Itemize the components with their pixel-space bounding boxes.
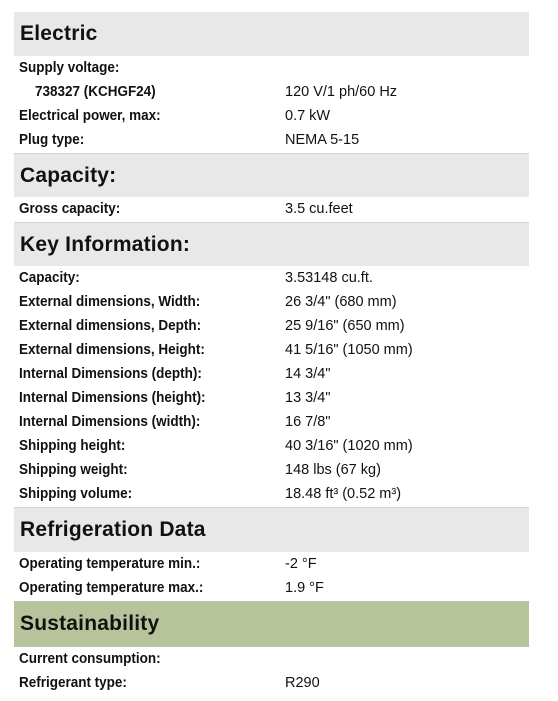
spec-label: Supply voltage: [19, 60, 120, 76]
spec-row [19, 671, 539, 695]
spec-row [19, 386, 539, 410]
spec-row [19, 647, 539, 671]
spec-row [19, 80, 539, 104]
spec-label: External dimensions, Height: [19, 342, 205, 358]
section-title-sustainability: Sustainability [20, 612, 160, 635]
spec-value: 18.48 ft³ (0.52 m³) [285, 486, 402, 502]
section-header-sustainability [14, 601, 529, 647]
spec-row [19, 314, 539, 338]
spec-row [19, 576, 539, 600]
spec-row [19, 266, 539, 290]
spec-row [19, 290, 539, 314]
spec-row [19, 458, 539, 482]
spec-row [19, 338, 539, 362]
section-title-refrigeration: Refrigeration Data [20, 518, 206, 541]
spec-value: 1.9 °F [285, 580, 324, 596]
spec-value: 14 3/4" [285, 366, 331, 382]
spec-value: 120 V/1 ph/60 Hz [285, 84, 398, 100]
spec-label: Shipping weight: [19, 462, 128, 478]
section-title-electric: Electric [20, 22, 98, 45]
spec-label: Capacity: [19, 270, 80, 286]
spec-value: 41 5/16" (1050 mm) [285, 342, 413, 358]
spec-label: Internal Dimensions (height): [19, 390, 206, 406]
spec-row [19, 197, 539, 221]
spec-value: 16 7/8" [285, 414, 331, 430]
spec-label: Electrical power, max: [19, 108, 161, 124]
spec-label: Gross capacity: [19, 201, 121, 217]
section-title-key-information: Key Information: [20, 232, 191, 256]
spec-row [19, 410, 539, 434]
spec-value: -2 °F [285, 556, 317, 572]
spec-value: 0.7 kW [285, 108, 331, 124]
spec-label: External dimensions, Width: [19, 294, 201, 310]
spec-label: External dimensions, Depth: [19, 318, 202, 334]
spec-value: 25 9/16" (650 mm) [285, 318, 405, 334]
spec-value: NEMA 5-15 [285, 132, 360, 148]
spec-value: 3.5 cu.feet [285, 201, 353, 217]
section-header-electric [14, 12, 529, 56]
spec-label: Internal Dimensions (width): [19, 414, 201, 430]
spec-label: Operating temperature max.: [19, 580, 204, 596]
spec-row [19, 552, 539, 576]
spec-label: Shipping volume: [19, 486, 133, 502]
spec-label: Operating temperature min.: [19, 556, 201, 572]
spec-row [19, 434, 539, 458]
spec-row [19, 362, 539, 386]
spec-value: 148 lbs (67 kg) [285, 462, 381, 478]
spec-label: Current consumption: [19, 651, 161, 667]
section-header-refrigeration [14, 508, 529, 552]
spec-row [19, 56, 539, 80]
spec-row [19, 104, 539, 128]
spec-value: 40 3/16" (1020 mm) [285, 438, 413, 454]
spec-value: 3.53148 cu.ft. [285, 270, 373, 286]
spec-label: 738327 (KCHGF24) [35, 84, 156, 100]
section-title-capacity: Capacity: [20, 163, 117, 187]
spec-label: Plug type: [19, 132, 85, 148]
spec-value: 26 3/4" (680 mm) [285, 294, 397, 310]
spec-label: Refrigerant type: [19, 675, 127, 691]
spec-row [19, 128, 539, 152]
section-header-capacity [14, 154, 529, 197]
spec-label: Internal Dimensions (depth): [19, 366, 202, 382]
spec-value: 13 3/4" [285, 390, 331, 406]
section-header-key-information [14, 223, 529, 266]
spec-label: Shipping height: [19, 438, 126, 454]
spec-value: R290 [285, 675, 320, 691]
spec-row [19, 482, 539, 506]
